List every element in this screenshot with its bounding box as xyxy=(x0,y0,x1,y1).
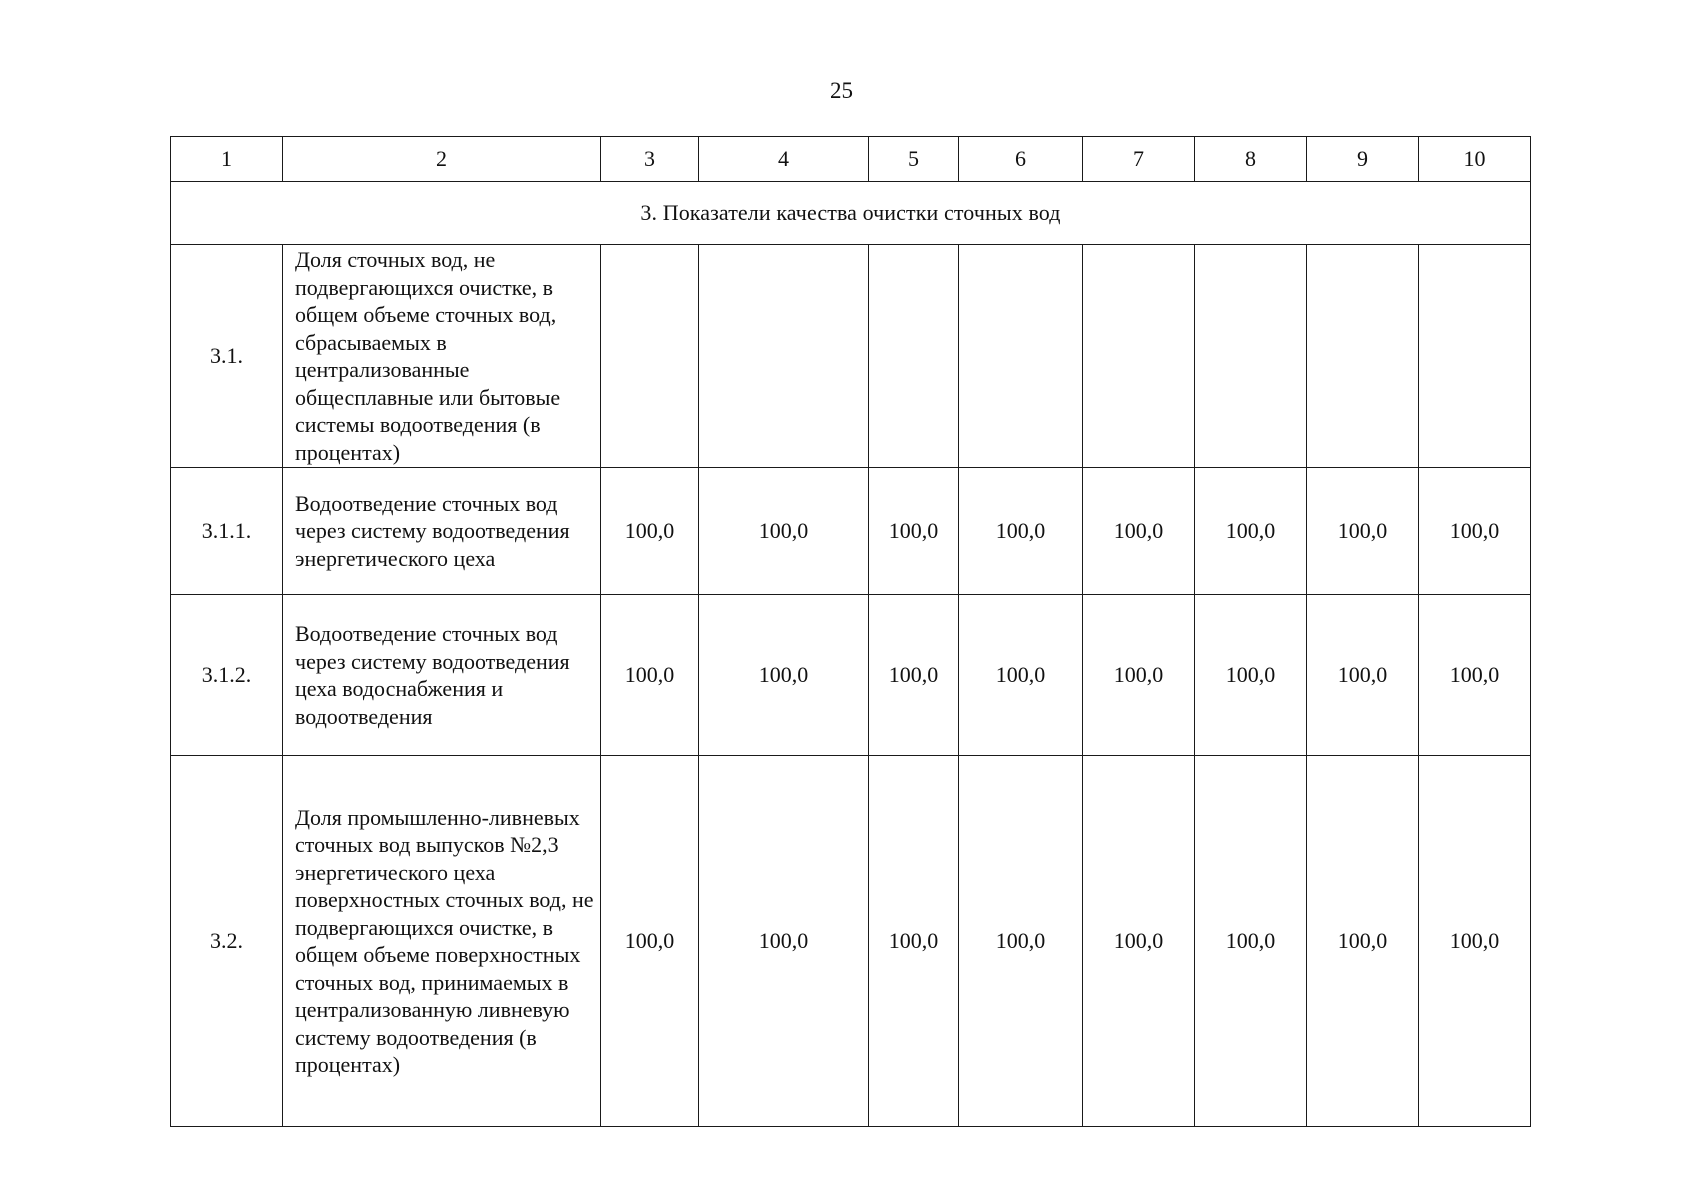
value-cell: 100,0 xyxy=(959,595,1083,756)
value-cell: 100,0 xyxy=(601,756,699,1127)
table-row xyxy=(171,468,1531,595)
value-cell: 100,0 xyxy=(869,756,959,1127)
value-cell: 100,0 xyxy=(1419,756,1531,1127)
row-description: Доля промышленно-ливневых сточных вод выпусков №2,3 энергетического цеха поверхностных сточных вод, не подвергающихся очистке, в общем объеме поверхностных сточных вод, принимаемых в централизованную ливневую систему водоотведения (в процентах) xyxy=(283,756,601,1127)
row-description: Водоотведение сточных вод через систему водоотведения энергетического цеха xyxy=(283,468,601,595)
value-cell: 100,0 xyxy=(699,756,869,1127)
column-header: 9 xyxy=(1307,137,1419,182)
value-cell: 100,0 xyxy=(699,595,869,756)
value-cell: 100,0 xyxy=(959,756,1083,1127)
value-cell: 100,0 xyxy=(1307,595,1419,756)
value-cell xyxy=(959,245,1083,468)
column-header: 8 xyxy=(1195,137,1307,182)
value-cell xyxy=(601,245,699,468)
value-cell: 100,0 xyxy=(1419,468,1531,595)
column-header-row xyxy=(171,137,1531,182)
value-cell: 100,0 xyxy=(959,468,1083,595)
row-number: 3.1. xyxy=(171,245,283,468)
column-header: 7 xyxy=(1083,137,1195,182)
value-cell: 100,0 xyxy=(1195,756,1307,1127)
column-header: 4 xyxy=(699,137,869,182)
row-description: Водоотведение сточных вод через систему водоотведения цеха водоснабжения и водоотведения xyxy=(283,595,601,756)
section-title: 3. Показатели качества очистки сточных вод xyxy=(171,182,1531,245)
value-cell: 100,0 xyxy=(1083,468,1195,595)
column-header: 2 xyxy=(283,137,601,182)
value-cell xyxy=(1083,245,1195,468)
row-number: 3.1.1. xyxy=(171,468,283,595)
value-cell: 100,0 xyxy=(1307,756,1419,1127)
column-header: 5 xyxy=(869,137,959,182)
table-row xyxy=(171,245,1531,468)
table-row xyxy=(171,756,1531,1127)
value-cell xyxy=(1195,245,1307,468)
value-cell: 100,0 xyxy=(601,468,699,595)
column-header: 3 xyxy=(601,137,699,182)
row-number: 3.1.2. xyxy=(171,595,283,756)
value-cell: 100,0 xyxy=(1419,595,1531,756)
value-cell: 100,0 xyxy=(869,595,959,756)
value-cell: 100,0 xyxy=(1083,595,1195,756)
value-cell: 100,0 xyxy=(699,468,869,595)
value-cell: 100,0 xyxy=(1083,756,1195,1127)
value-cell: 100,0 xyxy=(1195,468,1307,595)
value-cell: 100,0 xyxy=(1195,595,1307,756)
table-row xyxy=(171,595,1531,756)
column-header: 10 xyxy=(1419,137,1531,182)
row-number: 3.2. xyxy=(171,756,283,1127)
column-header: 1 xyxy=(171,137,283,182)
value-cell: 100,0 xyxy=(1307,468,1419,595)
value-cell xyxy=(1419,245,1531,468)
value-cell: 100,0 xyxy=(601,595,699,756)
section-row xyxy=(171,182,1531,245)
column-header: 6 xyxy=(959,137,1083,182)
value-cell xyxy=(869,245,959,468)
value-cell: 100,0 xyxy=(869,468,959,595)
value-cell xyxy=(699,245,869,468)
page-number: 25 xyxy=(830,78,853,103)
row-description: Доля сточных вод, не подвергающихся очистке, в общем объеме сточных вод, сбрасываемых в централизованные общесплавные или бытовые системы водоотведения (в процентах) xyxy=(283,245,601,468)
indicators-table xyxy=(170,136,1531,1127)
value-cell xyxy=(1307,245,1419,468)
